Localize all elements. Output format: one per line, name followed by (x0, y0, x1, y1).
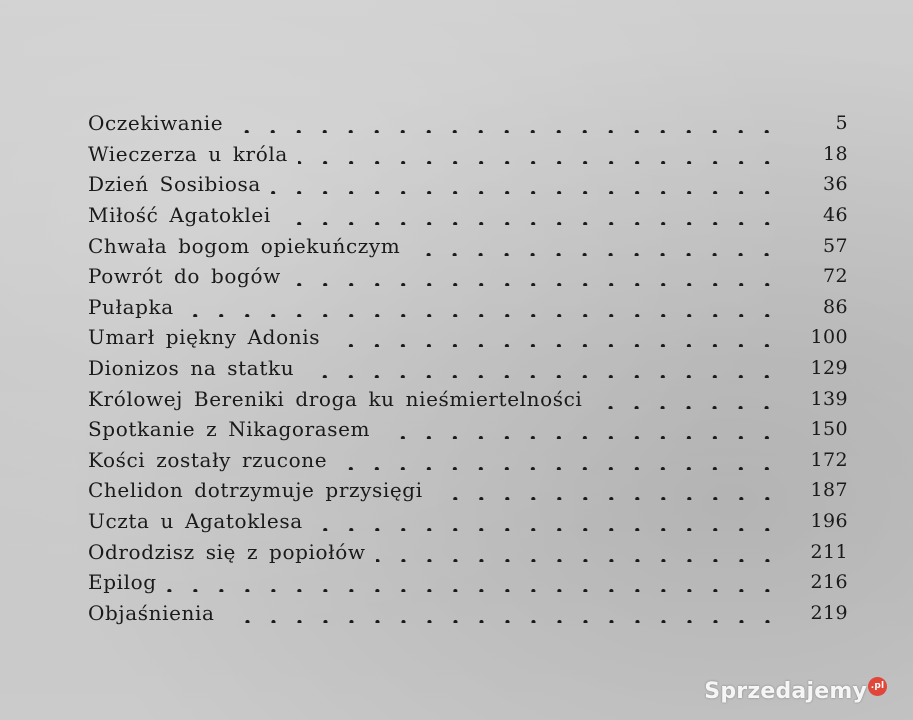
toc-entry-page: 219 (810, 601, 848, 624)
toc-leader-dots (167, 572, 780, 592)
toc-entry-page: 46 (823, 204, 848, 227)
toc-leader-dots (592, 389, 780, 409)
toc-leader-dots (380, 419, 780, 439)
toc-entry (88, 567, 848, 598)
toc-entry (88, 475, 848, 506)
toc-entry-page: 36 (823, 173, 848, 196)
toc-entry-page: 72 (823, 265, 848, 288)
toc-entry-page: 100 (810, 326, 848, 349)
toc-leader-dots (337, 450, 780, 470)
toc-entry-title: Chelidon dotrzymuje przysięgi (88, 478, 423, 503)
toc-entry-page: 139 (810, 387, 848, 410)
toc-entry (88, 322, 848, 353)
toc-leader-dots (271, 174, 780, 194)
toc-entry (88, 383, 848, 414)
toc-entry-page: 86 (823, 295, 848, 318)
toc-leader-dots (410, 236, 780, 256)
toc-entry-title: Kości zostały rzucone (88, 447, 328, 472)
toc-entry-page: 196 (810, 510, 848, 533)
toc-leader-dots (304, 358, 780, 378)
toc-entry-title: Chwała bogom opiekuńczym (88, 233, 401, 258)
toc-entry-title: Uczta u Agatoklesa (88, 509, 303, 534)
toc-entry-title: Pułapka (88, 294, 174, 319)
toc-leader-dots (225, 603, 780, 623)
toc-leader-dots (313, 511, 780, 531)
toc-entry-title: Powrót do bogów (88, 264, 281, 289)
watermark-badge: .pl (868, 677, 887, 696)
toc-entry (88, 292, 848, 323)
toc-entry-page: 57 (823, 234, 848, 257)
toc-entry (88, 536, 848, 567)
toc-entry-title: Dionizos na statku (88, 356, 295, 381)
toc-entry (88, 169, 848, 200)
watermark-text: Sprzedajemy (704, 679, 867, 704)
toc-entry (88, 108, 848, 139)
toc-entry-page: 172 (810, 448, 848, 471)
toc-entry-page: 216 (810, 571, 848, 594)
toc-entry (88, 200, 848, 231)
toc-entry-title: Umarł piękny Adonis (88, 325, 321, 350)
toc-entry-title: Objaśnienia (88, 600, 215, 625)
toc-entry-title: Oczekiwanie (88, 111, 224, 136)
toc-leader-dots (376, 542, 780, 562)
toc-entry-title: Epilog (88, 570, 157, 595)
toc-leader-dots (298, 144, 780, 164)
toc-entry-title: Odrodzisz się z popiołów (88, 539, 366, 564)
table-of-contents (88, 108, 848, 628)
toc-entry (88, 230, 848, 261)
toc-entry-title: Miłość Agatoklei (88, 203, 271, 228)
toc-entry (88, 598, 848, 629)
toc-entry (88, 414, 848, 445)
toc-leader-dots (330, 327, 780, 347)
toc-entry-page: 129 (810, 357, 848, 380)
toc-leader-dots (433, 480, 780, 500)
toc-entry-title: Dzień Sosibiosa (88, 172, 261, 197)
toc-entry-title: Królowej Bereniki droga ku nieśmiertelności (88, 386, 583, 411)
toc-leader-dots (291, 266, 780, 286)
toc-leader-dots (184, 297, 780, 317)
toc-leader-dots (281, 205, 780, 225)
toc-entry-page: 187 (810, 479, 848, 502)
toc-entry-page: 211 (810, 540, 848, 563)
toc-entry-page: 5 (835, 112, 848, 135)
watermark-logo (704, 679, 887, 706)
toc-entry (88, 261, 848, 292)
toc-entry (88, 445, 848, 476)
toc-entry-page: 150 (810, 418, 848, 441)
toc-entry (88, 139, 848, 170)
toc-entry-title: Wieczerza u króla (88, 141, 288, 166)
toc-entry (88, 506, 848, 537)
toc-entry-title: Spotkanie z Nikagorasem (88, 417, 371, 442)
toc-entry-page: 18 (823, 142, 848, 165)
toc-leader-dots (233, 113, 780, 133)
toc-entry (88, 353, 848, 384)
